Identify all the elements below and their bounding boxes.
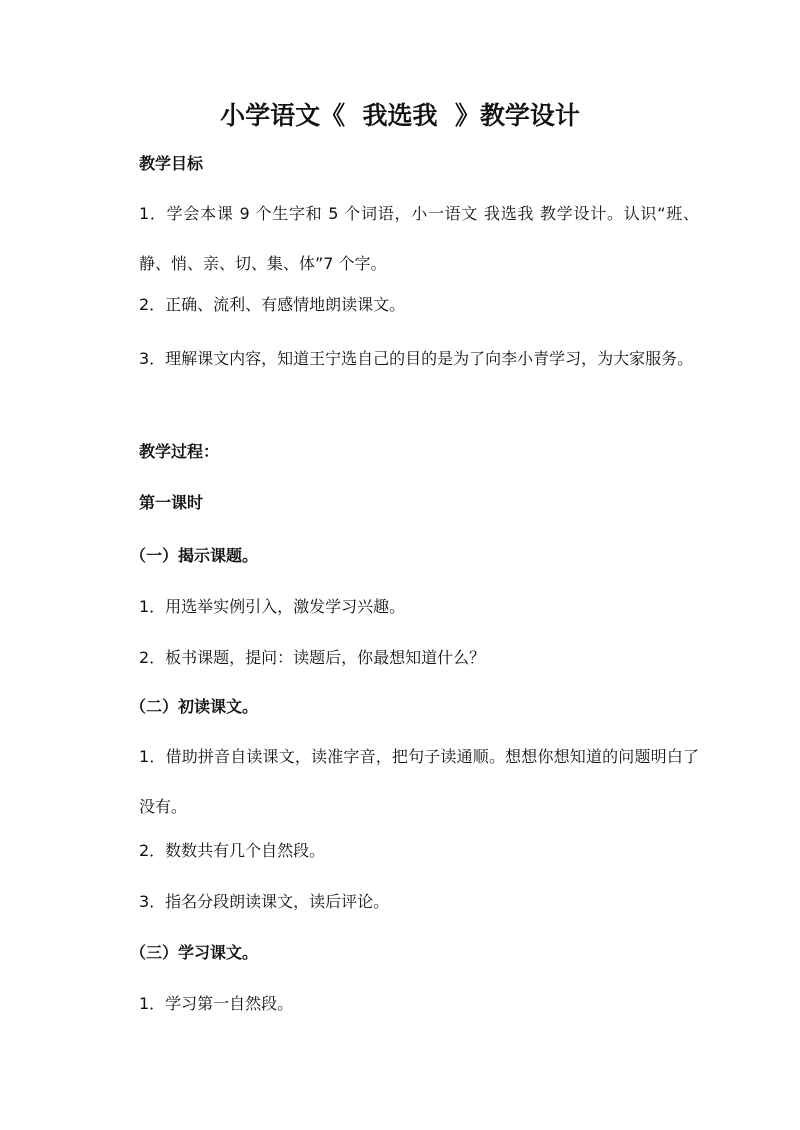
- step-heading-3: （三）学习课文。: [130, 943, 259, 962]
- step-1-item-1: 1．用选举实例引入，激发学习兴趣。: [139, 597, 406, 616]
- goal-item-2: 2．正确、流利、有感情地朗读课文。: [139, 295, 406, 314]
- section-heading-goals: 教学目标: [139, 154, 204, 173]
- document-title: 小学语文《 我选我 》教学设计: [220, 101, 580, 130]
- step-2-item-2: 2．数数共有几个自然段。: [139, 841, 326, 860]
- goal-item-1: 1．学会本课 9 个生字和 5 个词语，小一语文 我选我 教学设计。认识“班、静、悄、亲、切、集、体”7 个字。: [139, 204, 699, 273]
- step-2-item-1: 1．借助拼音自读课文，读准字音，把句子读通顺。想想你想知道的问题明白了没有。: [139, 747, 699, 816]
- step-heading-1: （一）揭示课题。: [130, 546, 259, 565]
- goal-item-3: 3．理解课文内容，知道王宁选自己的目的是为了向李小青学习，为大家服务。: [139, 349, 694, 368]
- section-heading-process: 教学过程：: [139, 442, 220, 461]
- step-1-item-2: 2．板书课题，提问：读题后，你最想知道什么？: [139, 648, 486, 667]
- lesson-heading: 第一课时: [139, 493, 204, 512]
- step-heading-2: （二）初读课文。: [130, 697, 259, 716]
- step-3-item-1: 1．学习第一自然段。: [139, 994, 294, 1013]
- step-2-item-3: 3．指名分段朗读课文，读后评论。: [139, 892, 390, 911]
